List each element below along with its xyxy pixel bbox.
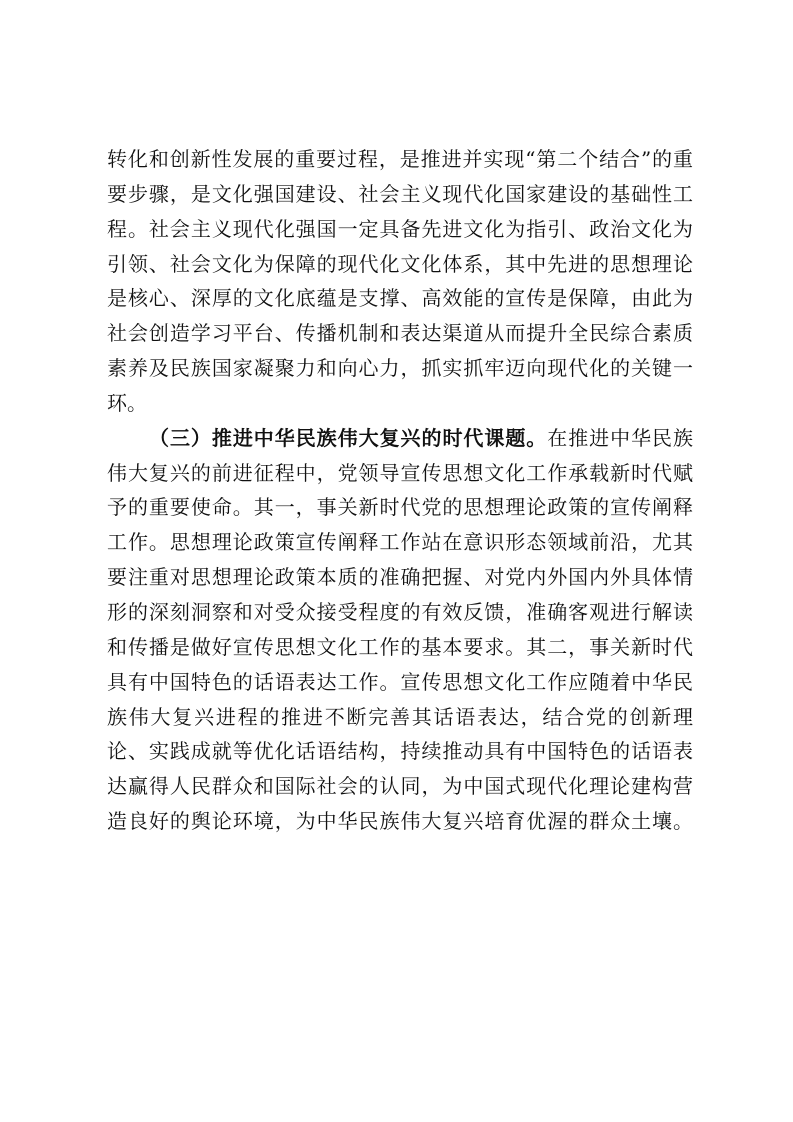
text-line: 论、实践成就等优化话语结构，持续推动具有中国特色的话语表 [107, 739, 693, 764]
text-line: 族伟大复兴进程的推进不断完善其话语表达，结合党的创新理 [107, 704, 693, 729]
text-line: 要步骤，是文化强国建设、社会主义现代化国家建设的基础性工 [107, 181, 693, 206]
text-line: 形的深刻洞察和对受众接受程度的有效反馈，准确客观进行解读 [107, 599, 693, 624]
text-line: 转化和创新性发展的重要过程，是推进并实现“第二个结合”的重 [107, 147, 693, 171]
text-line: 是核心、深厚的文化底蕴是支撑、高效能的宣传是保障，由此为 [107, 286, 693, 311]
text-line: 引领、社会文化为保障的现代化文化体系，其中先进的思想理论 [107, 251, 693, 276]
section-heading: （三）推进中华民族伟大复兴的时代课题。 [149, 425, 548, 450]
body-text [107, 142, 693, 839]
text-line: 达赢得人民群众和国际社会的认同，为中国式现代化理论建构营 [107, 774, 693, 799]
text-line: 素养及民族国家凝聚力和向心力，抓实抓牢迈向现代化的关键一 [107, 356, 693, 381]
text-line: 和传播是做好宣传思想文化工作的基本要求。其二，事关新时代 [107, 634, 693, 659]
text-line: 社会创造学习平台、传播机制和表达渠道从而提升全民综合素质 [107, 321, 693, 346]
text-line: 伟大复兴的前进征程中，党领导宣传思想文化工作承载新时代赋 [107, 460, 693, 485]
text-line: 造良好的舆论环境，为中华民族伟大复兴培育优渥的群众土壤。 [107, 809, 693, 834]
text-line: 具有中国特色的话语表达工作。宣传思想文化工作应随着中华民 [107, 669, 693, 694]
paragraph-2 [107, 421, 693, 839]
paragraph-1 [107, 142, 693, 421]
text-line: 工作。思想理论政策宣传阐释工作站在意识形态领域前沿，尤其 [107, 530, 693, 555]
text-line: 程。社会主义现代化强国一定具备先进文化为指引、政治文化为 [107, 216, 693, 241]
heading-followup-text: 在推进中华民族 [547, 425, 694, 450]
text-line: 环。 [107, 390, 147, 415]
text-line: 要注重对思想理论政策本质的准确把握、对党内外国内外具体情 [107, 565, 693, 590]
text-line: 予的重要使命。其一，事关新时代党的思想理论政策的宣传阐释 [107, 495, 693, 520]
text-line-first [107, 421, 693, 456]
